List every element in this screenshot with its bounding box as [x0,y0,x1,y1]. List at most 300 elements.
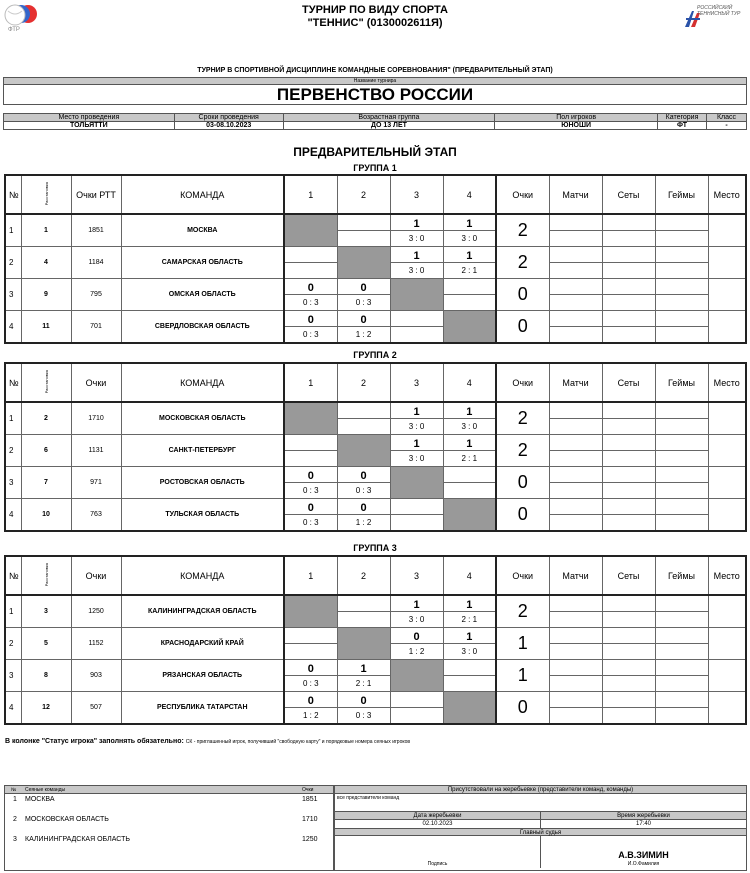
row-no: 2 [5,628,21,660]
match-win: 1 [391,435,443,451]
col-no: № [5,556,21,595]
row-score: 2 [496,435,549,467]
matches-cell [549,279,602,311]
match-score: 3 : 0 [408,234,425,243]
sets-cell [602,402,655,435]
match-result-cell [337,660,390,692]
sets-cell [602,435,655,467]
match-result-cell [284,467,337,499]
match-result-cell [284,692,337,725]
meta-label-age: Возрастная группа [283,114,495,122]
stage-title: ПРЕДВАРИТЕЛЬНЫЙ ЭТАП [293,145,457,159]
tournament-name-label: Название турнира [3,77,747,85]
row-seed: 2 [21,402,71,435]
team-row [5,214,746,247]
group-title: ГРУППА 3 [353,543,397,553]
row-score: 0 [496,467,549,499]
match-win: 0 [338,279,390,295]
match-win: 0 [285,279,337,295]
place-cell [708,467,746,499]
row-seed: 11 [21,311,71,344]
seeded-pts: 1851 [302,796,318,803]
team-row [5,435,746,467]
match-result-cell [390,435,443,467]
row-no: 1 [5,214,21,247]
seeded-no: 2 [13,816,17,823]
match-score: 3 : 0 [408,422,425,431]
seeded-no: 1 [13,796,17,803]
row-no: 4 [5,499,21,532]
match-result-cell [284,660,337,692]
group-table [4,555,747,725]
match-result-cell [337,692,390,725]
meta-age: ДО 13 ЛЕТ [283,122,495,130]
status-note-bold: В колонке "Статус игрока" заполнять обязательно: [5,738,184,745]
sets-cell [602,660,655,692]
col-place: Место [708,363,746,402]
group-table [4,362,747,532]
games-cell [655,247,708,279]
place-cell [708,660,746,692]
place-cell [708,692,746,725]
row-team: САМАРСКАЯ ОБЛАСТЬ [121,247,284,279]
draw-present-label: Присутствовали на жеребьевке (представители команд, команды) [335,786,746,794]
row-no: 4 [5,692,21,725]
match-win: 0 [285,467,337,483]
match-win: 1 [444,435,496,451]
meta-category: ФТ [658,122,707,130]
col-1: 1 [284,363,337,402]
col-4: 4 [443,363,496,402]
match-score: 3 : 0 [461,647,478,656]
self-match-cell [443,499,496,532]
row-score: 0 [496,279,549,311]
match-empty-cell [284,628,337,660]
meta-label-class: Класс [707,114,747,122]
match-empty-cell [284,435,337,467]
col-place: Место [708,175,746,214]
match-win: 1 [391,215,443,231]
match-win: 0 [338,311,390,327]
match-empty-cell [390,311,443,344]
match-score: 0 : 3 [355,486,372,495]
match-score: 1 : 2 [302,711,319,720]
match-score: 1 : 2 [355,330,372,339]
row-score: 1 [496,628,549,660]
match-win: 1 [444,215,496,231]
row-score: 2 [496,595,549,628]
col-4: 4 [443,175,496,214]
referee-name-box [541,836,746,868]
meta-label-dates: Сроки проведения [174,114,283,122]
col-sets: Сеты [602,556,655,595]
referee-label: Главный судья [335,828,746,836]
col-score: Очки [496,556,549,595]
meta-label-venue: Место проведения [4,114,175,122]
status-note [5,738,410,745]
team-row [5,660,746,692]
col-3: 3 [390,363,443,402]
row-score: 1 [496,660,549,692]
self-match-cell [284,402,337,435]
row-team: КАЛИНИНГРАДСКАЯ ОБЛАСТЬ [121,595,284,628]
row-score: 2 [496,247,549,279]
seeded-header-pts: Очки [302,787,314,793]
matches-cell [549,467,602,499]
self-match-cell [337,435,390,467]
games-cell [655,628,708,660]
col-matches: Матчи [549,175,602,214]
row-points: 1710 [71,402,121,435]
col-no: № [5,363,21,402]
games-cell [655,214,708,247]
sets-cell [602,311,655,344]
match-win: 0 [285,311,337,327]
row-no: 3 [5,660,21,692]
col-2: 2 [337,556,390,595]
matches-cell [549,595,602,628]
meta-class: - [707,122,747,130]
col-4: 4 [443,556,496,595]
match-win: 0 [285,660,337,676]
place-cell [708,595,746,628]
row-seed: 12 [21,692,71,725]
col-2: 2 [337,175,390,214]
match-empty-cell [337,402,390,435]
match-score: 3 : 0 [408,266,425,275]
team-row [5,279,746,311]
team-row [5,467,746,499]
match-win: 0 [285,499,337,515]
referee-name: А.В.ЗИМИН [618,850,669,860]
matches-cell [549,499,602,532]
match-score: 3 : 0 [461,234,478,243]
row-points: 763 [71,499,121,532]
meta-venue: ТОЛЬЯТТИ [4,122,175,130]
seeded-teams-table [4,785,334,871]
col-1: 1 [284,556,337,595]
row-seed: 6 [21,435,71,467]
place-cell [708,311,746,344]
match-empty-cell [443,660,496,692]
match-win: 1 [444,247,496,263]
row-seed: 3 [21,595,71,628]
group-title: ГРУППА 1 [353,163,397,173]
col-place: Место [708,556,746,595]
games-cell [655,660,708,692]
match-win: 0 [338,499,390,515]
seeded-name: МОСКОВСКАЯ ОБЛАСТЬ [25,816,109,823]
place-cell [708,402,746,435]
match-score: 2 : 1 [461,266,478,275]
match-score: 2 : 1 [461,454,478,463]
row-points: 1250 [71,595,121,628]
match-empty-cell [337,214,390,247]
games-cell [655,402,708,435]
seeded-name: КАЛИНИНГРАДСКАЯ ОБЛАСТЬ [25,836,130,843]
sets-cell [602,247,655,279]
meta-gender: ЮНОШИ [495,122,658,130]
team-row [5,595,746,628]
games-cell [655,595,708,628]
self-match-cell [390,467,443,499]
row-score: 0 [496,499,549,532]
row-no: 2 [5,435,21,467]
match-score: 2 : 1 [355,679,372,688]
match-result-cell [390,247,443,279]
match-empty-cell [284,247,337,279]
row-no: 1 [5,595,21,628]
draw-date-label: Дата жеребьевки [335,812,541,820]
rtt-logo [683,5,743,31]
sport-title-line1: ТУРНИР ПО ВИДУ СПОРТА [302,4,448,16]
meta-label-gender: Пол игроков [495,114,658,122]
match-win: 0 [338,467,390,483]
row-points: 1131 [71,435,121,467]
match-score: 2 : 1 [461,615,478,624]
match-result-cell [390,402,443,435]
seeded-pts: 1250 [302,836,318,843]
row-points: 1152 [71,628,121,660]
match-result-cell [390,628,443,660]
seeded-header-name: Сеяные команды [25,787,66,793]
seeded-pts: 1710 [302,816,318,823]
sets-cell [602,214,655,247]
match-score: 0 : 3 [302,330,319,339]
row-team: ОМСКАЯ ОБЛАСТЬ [121,279,284,311]
row-score: 0 [496,692,549,725]
meta-dates: 03-08.10.2023 [174,122,283,130]
match-score: 0 : 3 [302,679,319,688]
match-result-cell [284,279,337,311]
matches-cell [549,692,602,725]
match-result-cell [443,628,496,660]
matches-cell [549,628,602,660]
row-seed: 10 [21,499,71,532]
rtt-logo-text: РОССИЙСКИЙ ТЕННИСНЫЙ ТУР [697,5,741,17]
tournament-subtitle: ТУРНИР В СПОРТИВНОЙ ДИСЦИПЛИНЕ КОМАНДНЫЕ СОРЕВНОВАНИЯ" (ПРЕДВАРИТЕЛЬНЫЙ ЭТАП) [197,67,553,74]
row-points: 507 [71,692,121,725]
row-points: 1851 [71,214,121,247]
match-empty-cell [443,467,496,499]
row-points: 795 [71,279,121,311]
row-team: КРАСНОДАРСКИЙ КРАЙ [121,628,284,660]
team-row [5,628,746,660]
match-result-cell [284,499,337,532]
row-team: РОСТОВСКАЯ ОБЛАСТЬ [121,467,284,499]
row-no: 3 [5,279,21,311]
seeded-no: 3 [13,836,17,843]
match-result-cell [337,311,390,344]
match-score: 1 : 2 [355,518,372,527]
matches-cell [549,660,602,692]
col-seed [21,175,71,214]
col-seed-label: Расстановка [43,181,49,206]
draw-present-value: все представители команд [337,795,400,801]
seeded-teams-header [5,786,333,794]
matches-cell [549,247,602,279]
match-win: 0 [338,692,390,708]
team-row [5,692,746,725]
self-match-cell [337,628,390,660]
match-score: 3 : 0 [408,454,425,463]
col-score: Очки [496,175,549,214]
match-result-cell [443,402,496,435]
row-team: САНКТ-ПЕТЕРБУРГ [121,435,284,467]
match-result-cell [284,311,337,344]
place-cell [708,499,746,532]
match-result-cell [443,435,496,467]
col-points: Очки [71,363,121,402]
self-match-cell [390,279,443,311]
col-seed-label: Расстановка [43,562,49,587]
col-team: КОМАНДА [121,556,284,595]
col-games: Геймы [655,556,708,595]
ftr-logo-text: ФТР [8,27,20,33]
match-result-cell [443,247,496,279]
match-result-cell [390,214,443,247]
match-result-cell [390,595,443,628]
place-cell [708,435,746,467]
signature-label: Подпись [427,861,448,867]
col-matches: Матчи [549,556,602,595]
row-no: 2 [5,247,21,279]
match-result-cell [337,467,390,499]
place-cell [708,279,746,311]
tournament-meta-table [3,113,747,130]
match-score: 0 : 3 [355,711,372,720]
col-games: Геймы [655,175,708,214]
self-match-cell [390,660,443,692]
row-score: 2 [496,402,549,435]
sets-cell [602,628,655,660]
matches-cell [549,435,602,467]
row-team: РЯЗАНСКАЯ ОБЛАСТЬ [121,660,284,692]
self-match-cell [284,214,337,247]
sets-cell [602,692,655,725]
seeded-name: МОСКВА [25,796,55,803]
row-score: 2 [496,214,549,247]
sets-cell [602,467,655,499]
match-score: 0 : 3 [302,298,319,307]
match-win: 1 [444,403,496,419]
row-seed: 8 [21,660,71,692]
match-score: 0 : 3 [302,486,319,495]
match-win: 0 [285,692,337,708]
match-score: 1 : 2 [408,647,425,656]
self-match-cell [337,247,390,279]
match-win: 1 [444,628,496,644]
team-row [5,402,746,435]
match-win: 1 [338,660,390,676]
row-team: МОСКВА [121,214,284,247]
row-score: 0 [496,311,549,344]
col-games: Геймы [655,363,708,402]
col-points: Очки РТТ [71,175,121,214]
sport-title-line2: "ТЕННИС" (0130002611Я) [307,17,443,29]
team-row [5,499,746,532]
draw-date-value: 02.10.2023 [335,820,541,828]
row-team: МОСКОВСКАЯ ОБЛАСТЬ [121,402,284,435]
referee-name-label: И.О.Фамилия [627,861,660,867]
match-win: 0 [391,628,443,644]
games-cell [655,435,708,467]
matches-cell [549,402,602,435]
self-match-cell [443,311,496,344]
self-match-cell [443,692,496,725]
match-empty-cell [390,692,443,725]
match-win: 1 [444,596,496,612]
row-seed: 5 [21,628,71,660]
row-seed: 9 [21,279,71,311]
row-points: 971 [71,467,121,499]
tournament-name: ПЕРВЕНСТВО РОССИИ [3,85,747,105]
draw-info [334,785,747,871]
row-team: РЕСПУБЛИКА ТАТАРСТАН [121,692,284,725]
match-score: 0 : 3 [355,298,372,307]
row-seed: 1 [21,214,71,247]
sets-cell [602,499,655,532]
match-win: 1 [391,596,443,612]
match-empty-cell [443,279,496,311]
row-no: 4 [5,311,21,344]
place-cell [708,628,746,660]
matches-cell [549,214,602,247]
row-points: 1184 [71,247,121,279]
match-score: 0 : 3 [302,518,319,527]
self-match-cell [284,595,337,628]
match-empty-cell [390,499,443,532]
sets-cell [602,595,655,628]
col-2: 2 [337,363,390,402]
match-empty-cell [337,595,390,628]
col-seed [21,363,71,402]
signature-box [335,836,541,868]
draw-time-value: 17:40 [635,821,651,827]
place-cell [708,247,746,279]
row-team: СВЕРДЛОВСКАЯ ОБЛАСТЬ [121,311,284,344]
col-3: 3 [390,175,443,214]
row-seed: 4 [21,247,71,279]
sets-cell [602,279,655,311]
status-note-text: СК - приглашенный игрок, получивший "свободную карту" и порядковые номера сеяных игроков [185,739,411,745]
games-cell [655,279,708,311]
col-sets: Сеты [602,363,655,402]
matches-cell [549,311,602,344]
match-result-cell [443,595,496,628]
games-cell [655,467,708,499]
seeded-header-no: № [11,787,17,793]
match-result-cell [443,214,496,247]
group-title: ГРУППА 2 [353,350,397,360]
match-win: 1 [391,403,443,419]
team-row [5,311,746,344]
row-points: 903 [71,660,121,692]
col-matches: Матчи [549,363,602,402]
meta-label-category: Категория [658,114,707,122]
games-cell [655,692,708,725]
games-cell [655,499,708,532]
group-table [4,174,747,344]
col-team: КОМАНДА [121,363,284,402]
match-win: 1 [391,247,443,263]
col-sets: Сеты [602,175,655,214]
team-row [5,247,746,279]
col-no: № [5,175,21,214]
match-score: 3 : 0 [408,615,425,624]
col-seed-label: Расстановка [43,369,49,394]
place-cell [708,214,746,247]
